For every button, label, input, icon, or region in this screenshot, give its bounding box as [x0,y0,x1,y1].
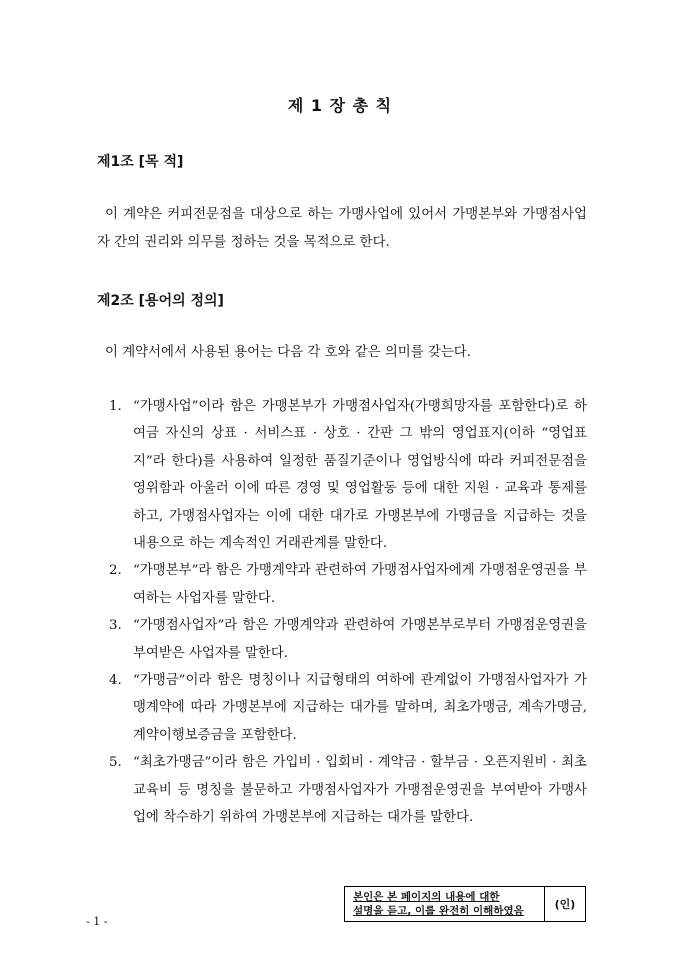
item-text: “가맹본부”라 함은 가맹계약과 관련하여 가맹점사업자에게 가맹점운영권을 부여하는 사업자를 말한다. [133,563,587,606]
definition-item [97,749,587,831]
item-number: 5. [109,755,122,771]
item-text: “가맹점사업자”라 함은 가맹계약과 관련하여 가맹본부로부터 가맹점운영권을 부여받은 사업자를 말한다. [133,618,587,661]
confirmation-box [344,886,586,922]
article-2-intro: 이 계약서에서 사용된 용어는 다음 각 호와 같은 의미를 갖는다. [105,345,471,360]
article-1-heading: 제1조 [목 적] [97,154,184,170]
definition-list [97,393,587,832]
chapter-title: 제 1 장 총 칙 [287,96,393,115]
page-number: - 1 - [86,915,108,928]
item-text: “가맹사업”이라 함은 가맹본부가 가맹점사업자(가맹희망자를 포함한다)로 하여금 자신의 상표 · 서비스표 · 상호 · 간판 그 밖의 영업표지(이하 “영업표지”라 한다)를 사용하여 일정한 품질기준이나 영업방식에 따라 커피전문점을 영위함과 아울러 이에 따른 경영 및 영업활동 등에 대한 지원 · 교육과 통제를 하고, 가맹점사업자는 이에 대한 대가로 가맹본부에 가맹금을 지급하는 것을 내용으로 하는 계속적인 거래관계를 말한다. [133,399,587,552]
definition-item [97,557,587,612]
definition-item [97,393,587,557]
definition-item [97,612,587,667]
item-number: 2. [109,563,122,579]
item-number: 3. [109,618,122,634]
confirmation-line-2: 설명을 듣고, 이를 완전히 이해하였음 [353,905,524,917]
item-text: “최초가맹금”이라 함은 가입비 · 입회비 · 계약금 · 할부금 · 오픈지원비 · 최초교육비 등 명칭을 불문하고 가맹점사업자가 가맹점운영권을 부여받아 가맹사업에 착수하기 위하여 가맹본부에 지급하는 대가를 말한다. [133,755,587,826]
item-text: “가맹금”이라 함은 명칭이나 지급형태의 여하에 관계없이 가맹점사업자가 가맹계약에 따라 가맹본부에 지급하는 대가를 말하며, 최초가맹금, 계속가맹금, 계약이행보증금을 포함한다. [133,673,587,743]
item-number: 1. [109,399,122,414]
seal-mark: (인) [554,898,576,911]
definition-item [97,667,587,749]
article-2-heading: 제2조 [용어의 정의] [97,293,224,309]
item-number: 4. [109,673,122,689]
confirmation-statement [345,887,545,921]
confirmation-line-1: 본인은 본 페이지의 내용에 대한 [353,891,500,903]
article-1-text: 이 계약은 커피전문점을 대상으로 하는 가맹사업에 있어서 가맹본부와 가맹점사업자 간의 권리와 의무를 정하는 것을 목적으로 한다. [97,207,587,250]
